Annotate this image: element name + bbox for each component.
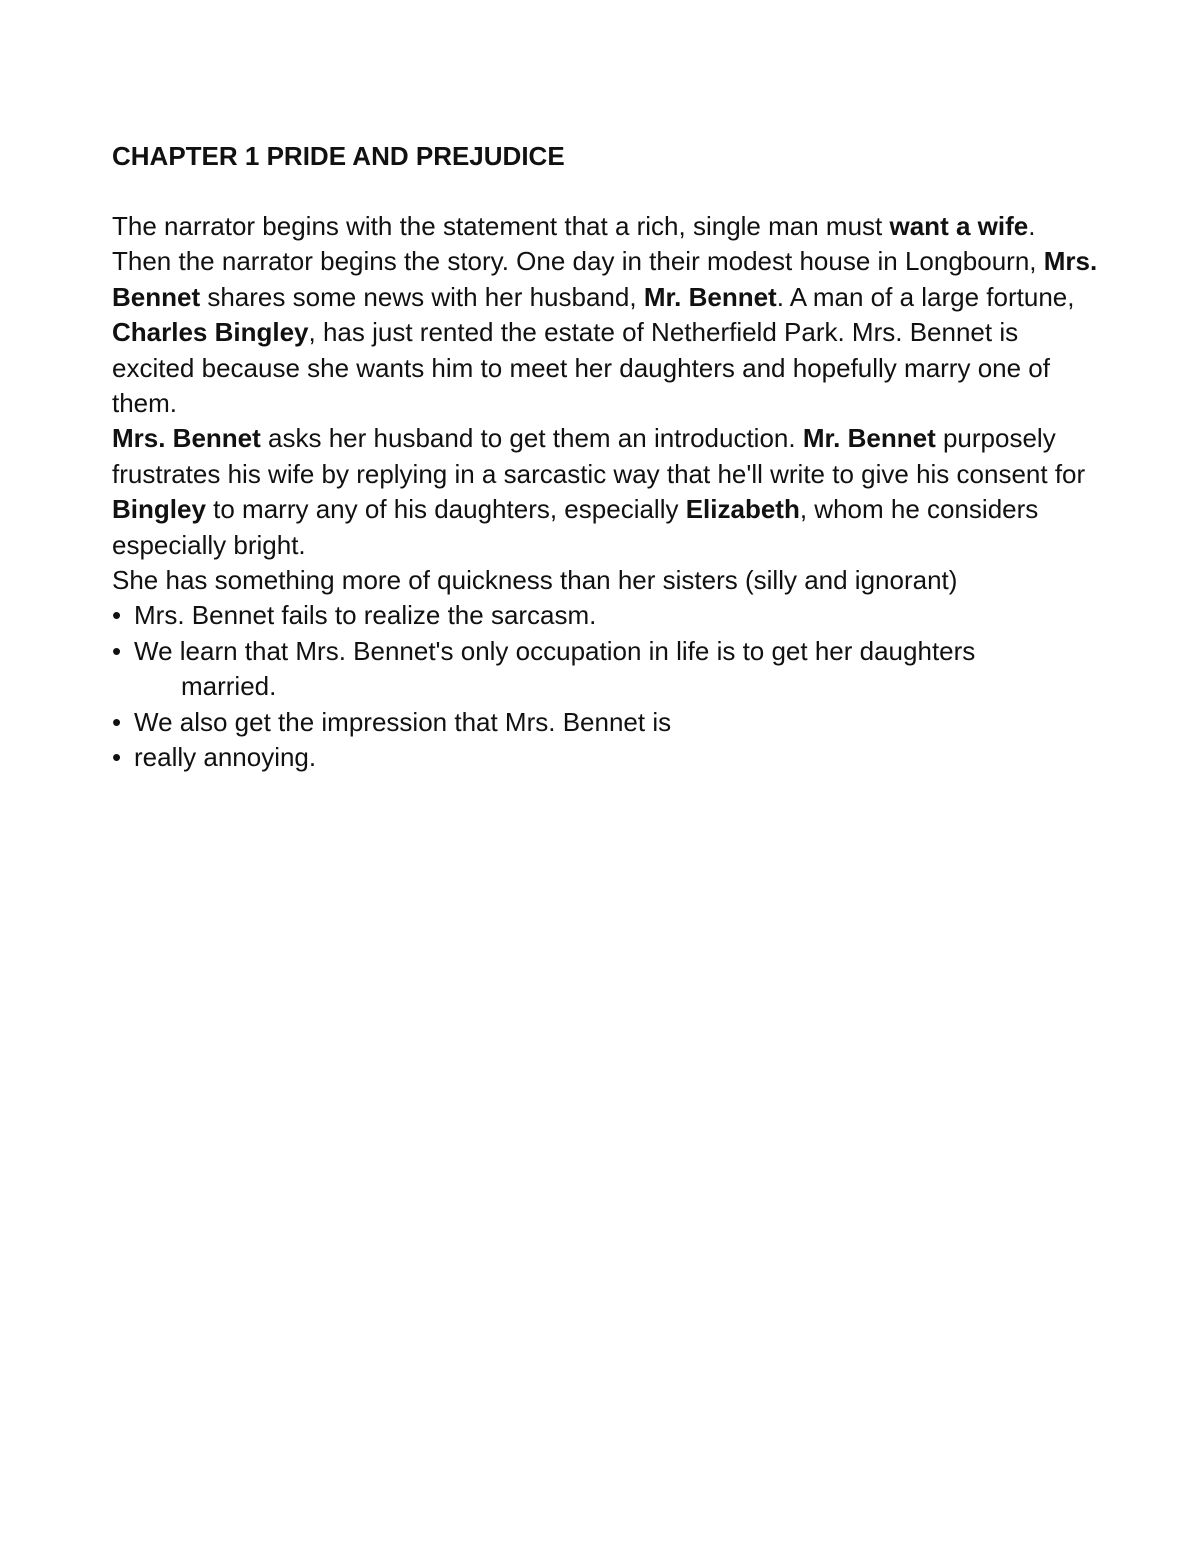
paragraph-story [112, 244, 1102, 421]
list-item-text: We learn that Mrs. Bennet's only occupation in life is to get her daughters [134, 635, 976, 666]
bold-phrase: want a wife [889, 211, 1029, 241]
text-run: , has just rented the estate of Netherfield Park. Mrs. Bennet is excited because she wants him to meet her daughters and hopefully marry one of them. [112, 317, 1050, 419]
bold-phrase: Mr. Bennet [643, 281, 777, 312]
text-run: purposely frustrates his wife by replying in a sarcastic way that he'll write to give his consent for [112, 423, 1086, 489]
bold-phrase: Charles Bingley [112, 317, 309, 348]
text-run: asks her husband to get them an introduction. [260, 423, 803, 454]
list-item [112, 598, 1102, 633]
bullet-list [112, 598, 1102, 775]
list-item [112, 634, 1102, 705]
text-run: The narrator begins with the statement that a rich, single man must [112, 211, 890, 241]
bullet-icon: • [112, 600, 122, 631]
bullet-icon: • [112, 706, 122, 737]
bullet-icon: • [112, 635, 122, 666]
list-item [112, 740, 1102, 775]
text-run: shares some news with her husband, [200, 281, 644, 312]
paragraph-introduction [112, 421, 1102, 563]
list-item-text: Mrs. Bennet fails to realize the sarcasm. [134, 600, 597, 631]
list-item [112, 705, 1102, 740]
bold-phrase: Bingley [112, 494, 206, 525]
list-item-text: We also get the impression that Mrs. Bennet is [134, 706, 672, 737]
paragraph-quickness: She has something more of quickness than her sisters (silly and ignorant) [112, 565, 958, 596]
bold-phrase: Mrs. Bennet [112, 423, 261, 454]
text-run: . [1028, 211, 1036, 241]
text-run: , whom he considers especially bright. [112, 494, 1039, 560]
bold-phrase: Mr. Bennet [802, 423, 936, 454]
paragraph-intro [112, 209, 1102, 244]
document-body [112, 139, 1102, 776]
text-run: to marry any of his daughters, especially [205, 494, 686, 525]
list-item-continuation: married. [181, 671, 277, 702]
bold-phrase: Mrs. Bennet [112, 246, 1098, 312]
text-run: . A man of a large fortune, [776, 281, 1075, 312]
bullet-icon: • [112, 742, 122, 773]
chapter-title: CHAPTER 1 PRIDE AND PREJUDICE [112, 141, 565, 171]
text-run: Then the narrator begins the story. One day in their modest house in Longbourn, [112, 246, 1044, 277]
bold-phrase: Elizabeth [685, 494, 800, 525]
list-item-text: really annoying. [134, 742, 317, 773]
